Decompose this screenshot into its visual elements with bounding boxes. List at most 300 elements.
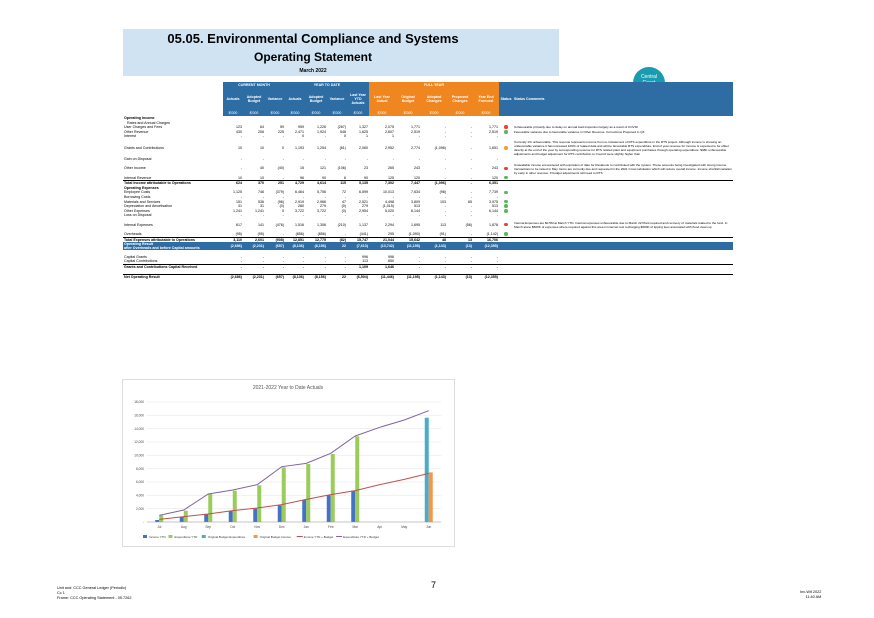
value-cell: (657)	[265, 242, 285, 250]
value-cell: 120	[414, 175, 420, 180]
value-cell: 1	[366, 134, 368, 139]
value-cell: -	[282, 134, 284, 139]
row-label: Employee Costs	[124, 190, 151, 195]
value-cell: 1,878	[489, 222, 498, 227]
report-period: March 2022	[299, 68, 327, 74]
value-cell: 90	[364, 175, 368, 180]
value-cell: 2,060	[359, 145, 368, 150]
value-cell: (1,142)	[486, 231, 498, 236]
value-cell: (1,096)	[434, 145, 446, 150]
line-income-ytd-budget	[159, 473, 429, 519]
value-cell: (7,613)	[347, 242, 369, 250]
y-tick-label: 12,000	[134, 440, 144, 445]
value-cell: 1,137	[359, 222, 368, 227]
value-cell: 996	[388, 254, 394, 259]
unit-cell: $'000	[447, 110, 473, 116]
value-cell: 370	[243, 181, 265, 186]
value-cell: 536	[258, 199, 264, 204]
value-cell: 15	[300, 166, 304, 171]
unit-cell: $'000	[473, 110, 499, 116]
value-cell: 3,722	[295, 208, 304, 213]
value-cell: -	[444, 259, 446, 264]
column-header: Actuals	[285, 88, 305, 110]
column-header: Adopted Changes	[421, 88, 447, 110]
value-cell: 123	[236, 125, 242, 130]
value-cell: 113	[440, 222, 446, 227]
value-cell: 151	[236, 199, 242, 204]
group-current-month: CURRENT MONTH	[223, 82, 285, 88]
value-cell: 103	[440, 199, 446, 204]
value-cell: -	[496, 134, 498, 139]
value-cell: (6,504)	[347, 275, 369, 280]
value-cell: -	[392, 156, 394, 161]
value-cell: 6,144	[489, 208, 498, 213]
value-cell: 1,306	[317, 222, 326, 227]
value-cell: 7,739	[489, 190, 498, 195]
value-cell: (8,136)	[285, 275, 305, 280]
value-cell: -	[470, 156, 472, 161]
value-cell: -	[282, 213, 284, 218]
row-label: Internal Expenses	[124, 222, 153, 227]
value-cell: (12,355)	[473, 275, 499, 280]
value-cell: -	[282, 231, 284, 236]
value-cell: 2,519	[411, 129, 420, 134]
value-cell: 2,954	[359, 208, 368, 213]
value-cell: (908)	[265, 237, 285, 242]
value-cell: -	[302, 194, 304, 199]
y-tick-label: 4,000	[136, 493, 144, 498]
value-cell: (11,195)	[395, 242, 421, 250]
value-cell: 7,447	[395, 181, 421, 186]
value-cell: -	[282, 194, 284, 199]
value-cell: 120	[492, 175, 498, 180]
value-cell: 1,695	[411, 222, 420, 227]
value-cell: (856)	[317, 231, 326, 236]
x-tick-label: Aug	[180, 525, 187, 529]
page-number: 7	[431, 580, 437, 590]
value-cell: (95)	[235, 231, 242, 236]
row-label: Capital Contributions	[124, 259, 158, 264]
value-cell: 2,966	[317, 199, 326, 204]
bar-original-budget-income	[429, 472, 433, 522]
value-cell: -	[470, 145, 472, 150]
legend-label: Expenditure YTD	[174, 535, 198, 539]
value-cell: -	[344, 254, 346, 259]
row-label: Net Operating Result	[123, 275, 223, 280]
unit-cell: $'000	[395, 110, 421, 116]
value-cell: 996	[362, 254, 368, 259]
legend-label: Income YTD + Budget	[303, 535, 334, 539]
value-cell: (96)	[277, 199, 284, 204]
value-cell: -	[302, 254, 304, 259]
value-cell: 2,521	[359, 199, 368, 204]
value-cell: 65	[468, 199, 472, 204]
value-cell: (2,231)	[243, 242, 265, 250]
value-cell: 0	[302, 134, 304, 139]
value-cell: -	[324, 156, 326, 161]
value-cell: 2,607	[385, 129, 394, 134]
value-cell: -	[395, 264, 421, 269]
y-tick-label: 14,000	[134, 426, 144, 431]
value-cell: (11,446)	[369, 275, 395, 280]
column-header: Variance	[265, 88, 285, 110]
column-header: Adopted Budget	[305, 88, 327, 110]
row-label: Operating Result after Overheads and before Capital amounts	[123, 242, 223, 250]
value-cell: -	[243, 264, 265, 269]
row-label: Gain on Disposal	[124, 156, 152, 161]
table-row	[123, 139, 733, 157]
value-cell: 121	[320, 166, 326, 171]
legend-swatch	[143, 535, 147, 538]
value-cell: -	[344, 194, 346, 199]
column-header: Last Year YTD Actuals	[347, 88, 369, 110]
x-tick-label: Nov	[254, 525, 261, 529]
value-cell: 548	[340, 129, 346, 134]
bar-income-ytd	[253, 509, 257, 522]
legend-swatch	[202, 535, 206, 538]
value-cell: 22	[327, 242, 347, 250]
status-cell	[499, 275, 513, 280]
value-cell: 650	[388, 259, 394, 264]
value-cell: -	[470, 125, 472, 130]
table-row	[123, 162, 733, 176]
value-cell: -	[496, 259, 498, 264]
value-cell: -	[262, 254, 264, 259]
comments-header: Status Comments	[513, 88, 733, 110]
value-cell: -	[421, 264, 447, 269]
bar-original-budget-expenditure	[425, 418, 429, 522]
group-year-to-date: YEAR TO DATE	[285, 82, 369, 88]
unit-cell: $'000	[327, 110, 347, 116]
value-cell: 1,771	[489, 125, 498, 130]
value-cell: -	[240, 254, 242, 259]
value-cell: -	[324, 254, 326, 259]
status-cell	[499, 162, 513, 176]
value-cell: 7,302	[369, 181, 395, 186]
x-tick-label: Jul	[157, 525, 162, 529]
row-label: Depreciation and Amortisation	[124, 204, 172, 209]
value-cell: 1,771	[411, 125, 420, 130]
status-cell	[499, 139, 513, 157]
bar-expenditure-ytd	[257, 485, 261, 522]
value-cell: -	[496, 254, 498, 259]
value-cell: -	[470, 259, 472, 264]
value-cell: -	[418, 134, 420, 139]
x-tick-label: Jun	[426, 525, 432, 529]
value-cell: -	[418, 156, 420, 161]
bar-expenditure-ytd	[208, 494, 212, 522]
y-tick-label: 6,000	[136, 480, 144, 485]
status-dot-icon	[504, 209, 508, 213]
row-label: Interest	[124, 134, 136, 139]
table-row	[123, 242, 733, 250]
value-cell: 2,952	[385, 145, 394, 150]
bar-expenditure-ytd	[306, 464, 310, 522]
value-cell: 279	[362, 204, 368, 209]
value-cell: 1,924	[317, 129, 326, 134]
value-cell: (12,355)	[473, 242, 499, 250]
value-cell: (0)	[341, 204, 346, 209]
column-header: Proposed Changes	[447, 88, 473, 110]
status-comment: Internal Expenses are $0.5M at March YTD. Internal expenses unfavourable due to March 22 Plant required and recovery of materials related to the fund. In March alone $500K of expenses where required against this area in internal cost recharging $300K of tipping fees associated with flood clean up	[514, 220, 728, 229]
report-subtitle: Operating Statement	[253, 50, 373, 64]
value-cell: -	[418, 213, 420, 218]
value-cell: (441)	[359, 231, 368, 236]
value-cell: 1,241	[255, 208, 264, 213]
bar-income-ytd	[204, 514, 208, 522]
status-dot-icon	[504, 223, 508, 227]
report-title: 05.05. Environmental Compliance and Systems	[167, 31, 459, 46]
value-cell: -	[392, 194, 394, 199]
value-cell: 72	[342, 190, 346, 195]
column-header: Adopted Budget	[243, 88, 265, 110]
value-cell: 15,642	[395, 237, 421, 242]
value-cell: 47	[342, 199, 346, 204]
unit-cell: $'000	[421, 110, 447, 116]
column-header: Actuals	[223, 88, 243, 110]
value-cell: 6	[344, 175, 346, 180]
value-cell: (91)	[439, 231, 446, 236]
status-dot-icon	[504, 200, 508, 204]
x-tick-label: Sep	[205, 525, 212, 529]
row-label: Overheads	[124, 231, 142, 236]
value-cell: (61)	[339, 145, 346, 150]
value-cell: 4,498	[385, 199, 394, 204]
value-cell: 2,294	[385, 222, 394, 227]
unit-cell: $'000	[305, 110, 327, 116]
value-cell: 280	[298, 204, 304, 209]
value-cell: (56)	[465, 222, 472, 227]
value-cell: -	[444, 156, 446, 161]
value-cell: 251	[265, 181, 285, 186]
value-cell: -	[366, 213, 368, 218]
value-cell: -	[324, 259, 326, 264]
value-cell: (476)	[275, 222, 284, 227]
value-cell: 6,464	[295, 190, 304, 195]
value-cell: 430	[236, 129, 242, 134]
value-cell: -	[444, 208, 446, 213]
bar-expenditure-ytd	[331, 454, 335, 522]
value-cell: -	[444, 134, 446, 139]
status-dot-icon	[504, 167, 508, 171]
value-cell: 31	[238, 204, 242, 209]
legend-swatch	[169, 535, 173, 538]
row-label: Grants and Contributions	[124, 145, 164, 150]
value-cell: 5,756	[317, 190, 326, 195]
value-cell: 40	[260, 166, 264, 171]
value-cell: 6,351	[473, 181, 499, 186]
bar-income-ytd	[327, 495, 331, 522]
value-cell: 10,013	[383, 190, 394, 195]
value-cell: 10	[260, 145, 264, 150]
value-cell: -	[240, 259, 242, 264]
value-cell: (657)	[265, 275, 285, 280]
value-cell: -	[418, 254, 420, 259]
value-cell: -	[282, 259, 284, 264]
line-expenditure-ytd-budget	[159, 411, 429, 516]
status-comment: Unfavourable primarily due to delay on annual load inspection largely as a result of COVID	[514, 125, 638, 130]
value-cell: 3,110	[223, 237, 243, 242]
value-cell: 0	[344, 134, 346, 139]
value-cell: 31	[260, 204, 264, 209]
value-cell: (379)	[275, 190, 284, 195]
value-cell: -	[282, 254, 284, 259]
value-cell: 141	[258, 222, 264, 227]
row-label: Capital Grants	[124, 254, 147, 259]
value-cell: (1,143)	[421, 275, 447, 280]
status-comment: Favourable variance due to favourable variance in Other Revenue. Corrections Proposed in Q3	[514, 130, 645, 135]
value-cell: -	[344, 231, 346, 236]
value-cell: 513	[414, 204, 420, 209]
value-cell: 115	[327, 181, 347, 186]
row-label: Loss on Disposal	[124, 213, 152, 218]
value-cell: -	[240, 166, 242, 171]
legend-swatch	[254, 535, 258, 538]
value-cell: 90	[322, 175, 326, 180]
column-header: Year End Forecast	[473, 88, 499, 110]
footer-left: Unit and: CCC General Ledger (Periodic) Cc 1 Frame: CCC Operating Statement - 05.7262	[57, 586, 132, 600]
value-cell: -	[470, 254, 472, 259]
value-cell: 2,601	[243, 237, 265, 242]
value-cell: (8,156)	[305, 275, 327, 280]
value-cell: 5,135	[347, 181, 369, 186]
x-tick-label: Jan	[303, 525, 309, 529]
column-header-row	[123, 88, 733, 110]
ytd-actuals-chart	[122, 379, 455, 547]
value-cell: -	[262, 259, 264, 264]
status-dot-icon	[504, 130, 508, 134]
value-cell: -	[447, 264, 473, 269]
value-cell: -	[262, 134, 264, 139]
value-cell: 7,634	[411, 190, 420, 195]
value-cell: (82)	[327, 237, 347, 242]
value-cell: -	[470, 175, 472, 180]
value-cell: (13,742)	[369, 242, 395, 250]
value-cell: 265	[388, 166, 394, 171]
value-cell: (1,096)	[421, 181, 447, 186]
value-cell: 243	[414, 166, 420, 171]
bar-income-ytd	[351, 491, 355, 522]
value-cell: 4,729	[285, 181, 305, 186]
bar-expenditure-ytd	[233, 491, 237, 522]
value-cell: -	[324, 134, 326, 139]
value-cell: -	[444, 194, 446, 199]
value-cell: -	[324, 213, 326, 218]
value-cell: (1,143)	[421, 242, 447, 250]
value-cell: (106)	[337, 166, 346, 171]
legend-label: Expenditure YTD + Budget	[343, 535, 379, 539]
value-cell: 23	[364, 166, 368, 171]
y-tick-label: 10,000	[134, 453, 144, 458]
value-cell: -	[302, 156, 304, 161]
value-cell: -	[444, 175, 446, 180]
status-dot-icon	[504, 204, 508, 208]
value-cell: 5,020	[385, 208, 394, 213]
value-cell: (2,231)	[243, 275, 265, 280]
legend-label: Original Budget Expenditure	[207, 535, 246, 539]
value-cell: -	[240, 213, 242, 218]
value-cell: 2,075	[385, 125, 394, 130]
bar-expenditure-ytd	[355, 436, 359, 522]
value-cell: (8,156)	[305, 242, 327, 250]
row-label: Materials and Services	[124, 199, 161, 204]
unit-cell: $'000	[265, 110, 285, 116]
column-header: Variance	[327, 88, 347, 110]
value-cell: 10	[238, 175, 242, 180]
unit-cell: $'000	[243, 110, 265, 116]
value-cell: 10	[260, 175, 264, 180]
value-cell: -	[470, 204, 472, 209]
value-cell: -	[496, 156, 498, 161]
row-label: Total Expenses attributable to Operations	[123, 237, 223, 242]
bar-income-ytd	[278, 505, 282, 522]
status-comment: Currently 1% unfavourable. This revenue represents income from re-instatement of RTS expenditure in the RTS project. Although income is showing an unfavourable variance it has increased 100% of related data and will be favourable RTS expenditure. End of year revenue for income is expected to be offset directly at the end of the year by corresponding revenue for RTS related plant and equipment purchases through operating expenditure. $38K unfavourable adjustments and budget adjustment for RTS contribution to Council were slightly higher than	[514, 139, 729, 156]
value-cell: 0	[282, 208, 284, 213]
value-cell: 96	[300, 175, 304, 180]
value-cell: -	[324, 194, 326, 199]
value-cell: 959	[298, 125, 304, 130]
legend-label: Income YTD	[149, 535, 166, 539]
y-tick-label: 18,000	[134, 400, 144, 405]
value-cell: -	[444, 125, 446, 130]
unit-cell: $'000	[223, 110, 243, 116]
unit-cell: $'000	[369, 110, 395, 116]
value-cell: (1,090)	[408, 231, 420, 236]
value-cell: 1,651	[489, 145, 498, 150]
value-cell: 295	[388, 231, 394, 236]
value-cell: -	[327, 264, 347, 269]
value-cell: -	[240, 194, 242, 199]
value-cell: -	[302, 259, 304, 264]
value-cell: 279	[320, 204, 326, 209]
value-cell: 617	[236, 222, 242, 227]
value-cell: 12,775	[305, 237, 327, 242]
value-cell: 206	[258, 129, 264, 134]
value-cell: -	[447, 181, 473, 186]
y-tick-label: 8,000	[136, 466, 144, 471]
status-dot-icon	[504, 125, 508, 129]
chart-title: 2021-2022 Year to Date Actuals	[252, 385, 324, 391]
value-cell: -	[473, 264, 499, 269]
status-dot-icon	[504, 232, 508, 236]
value-cell: (11,195)	[395, 275, 421, 280]
value-cell: -	[240, 134, 242, 139]
unit-cell: $'000	[285, 110, 305, 116]
table-row	[123, 218, 733, 232]
value-cell: -	[344, 213, 346, 218]
value-cell: 0	[282, 145, 284, 150]
row-label: Other Revenue	[124, 129, 149, 134]
value-cell: -	[392, 213, 394, 218]
value-cell: 2,919	[295, 199, 304, 204]
value-cell: -	[418, 194, 420, 199]
value-cell: (856)	[295, 231, 304, 236]
operating-statement-table	[123, 82, 733, 280]
unit-cell: $'000	[347, 110, 369, 116]
row-label: Other Expenses	[124, 208, 150, 213]
value-cell: -	[470, 134, 472, 139]
column-header: Original Budget	[395, 88, 421, 110]
value-cell: -	[262, 213, 264, 218]
value-cell: (1,015)	[382, 204, 394, 209]
value-cell: -	[470, 129, 472, 134]
x-tick-label: Dec	[278, 525, 285, 529]
value-cell: 746	[258, 190, 264, 195]
value-cell: 1,327	[359, 125, 368, 130]
row-label: Operating Expenses	[124, 185, 159, 190]
value-cell: 15,747	[347, 237, 369, 242]
row-label: Internal Revenue	[124, 175, 152, 180]
